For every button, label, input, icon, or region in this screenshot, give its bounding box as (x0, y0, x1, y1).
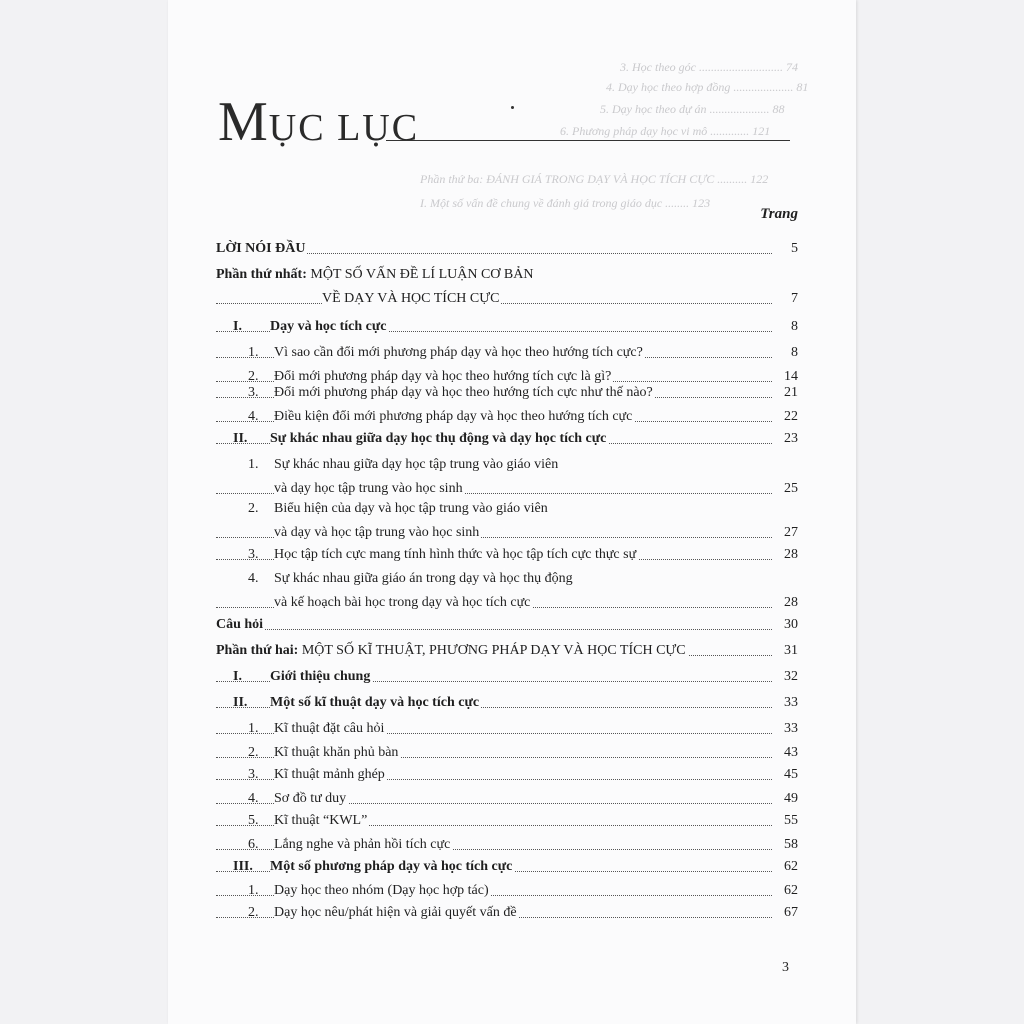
toc-entry-title: Kĩ thuật mảnh ghép (274, 767, 385, 782)
dot-leader (216, 629, 772, 630)
toc-entry-title: Giới thiệu chung (270, 669, 371, 684)
toc-entry-title: LỜI NÓI ĐẦU (216, 241, 306, 256)
toc-entry-number: II. (233, 695, 248, 710)
toc-entry-number: 2. (248, 369, 259, 384)
toc-entry-number: 4. (248, 409, 259, 424)
toc-entry-number: III. (233, 859, 253, 874)
toc-entry-title: Dạy học theo nhóm (Dạy học hợp tác) (274, 883, 489, 898)
toc-entry-title: Đổi mới phương pháp dạy và học theo hướng tích cực là gì? (274, 369, 612, 384)
toc-entry-title: Kĩ thuật đặt câu hỏi (274, 721, 385, 736)
toc-entry-number: 3. (248, 547, 259, 562)
toc-entry-page: 8 (772, 344, 798, 362)
show-through-text: Phần thứ ba: ĐÁNH GIÁ TRONG DẠY VÀ HỌC TÍCH CỰC .......... 122 (420, 172, 769, 186)
toc-entry-title: Sự khác nhau giữa giáo án trong dạy và học thụ động (274, 571, 573, 586)
toc-entry-title: Biểu hiện của dạy và học tập trung vào giáo viên (274, 501, 548, 516)
toc-entry-page: 27 (772, 524, 798, 542)
toc-entry-title: Dạy và học tích cực (270, 319, 387, 334)
show-through-text: I. Một số vấn đề chung về đánh giá trong giáo dục ........ 123 (420, 196, 711, 210)
pages-column-label: Trang (760, 206, 798, 222)
toc-entry-number: 1. (248, 883, 259, 898)
toc-entry-number: 1. (248, 457, 259, 472)
toc-entry-title: Điều kiện đổi mới phương pháp dạy và học theo hướng tích cực (274, 409, 633, 424)
part-label: Phần thứ hai: (216, 643, 299, 658)
toc-entry-title: Vì sao cần đổi mới phương pháp dạy và học theo hướng tích cực? (274, 345, 643, 360)
toc-entry-page: 28 (772, 546, 798, 564)
toc-entry-title-continued: và kế hoạch bài học trong dạy và học tích cực (274, 595, 531, 610)
toc-entry-title: Dạy học nêu/phát hiện và giải quyết vấn đề (274, 905, 517, 920)
toc-entry-title: Đổi mới phương pháp dạy và học theo hướng tích cực như thế nào? (274, 385, 653, 400)
toc-entry-page: 14 (772, 368, 798, 386)
toc-entry-title: Sự khác nhau giữa dạy học thụ động và dạy học tích cực (270, 431, 607, 446)
toc-entry-title: Câu hỏi (216, 617, 264, 632)
toc-entry-title: Kĩ thuật khăn phủ bàn (274, 745, 399, 760)
toc-entry-title: Sự khác nhau giữa dạy học tập trung vào giáo viên (274, 457, 559, 472)
toc-entry-number: 3. (248, 767, 259, 782)
toc-entry-page: 55 (772, 812, 798, 830)
toc-entry-page: 62 (772, 882, 798, 900)
toc-entry-number: 3. (248, 385, 259, 400)
toc-entry-number: 6. (248, 837, 259, 852)
toc-entry-number: 4. (248, 791, 259, 806)
toc-entry-page: 28 (772, 594, 798, 612)
toc-entry-title: Một số kĩ thuật dạy và học tích cực (270, 695, 480, 710)
toc-entry-page: 25 (772, 480, 798, 498)
toc-entry-number: 2. (248, 905, 259, 920)
toc-entry-number: I. (233, 319, 242, 334)
toc-entry-number: II. (233, 431, 248, 446)
toc-entry-title-continued: và dạy và học tập trung vào học sinh (274, 525, 480, 540)
toc-entry-page: 33 (772, 720, 798, 738)
toc-entry-number: 1. (248, 345, 259, 360)
toc-entry-page: 62 (772, 858, 798, 876)
toc-entry-page: 30 (772, 616, 798, 634)
toc-entry-number: 2. (248, 501, 259, 516)
toc-entry-number: I. (233, 669, 242, 684)
toc-entry-page: 58 (772, 836, 798, 854)
part-title: MỘT SỐ KĨ THUẬT, PHƯƠNG PHÁP DẠY VÀ HỌC TÍCH CỰC (298, 643, 686, 658)
toc-entry-page: 45 (772, 766, 798, 784)
toc-entry-title: Sơ đồ tư duy (274, 791, 347, 806)
toc-entry-title: Kĩ thuật “KWL” (274, 813, 368, 828)
toc-entry-page: 5 (772, 240, 798, 258)
toc-entry-title-continued: VỀ DẠY VÀ HỌC TÍCH CỰC (322, 291, 500, 306)
show-through-text: 5. Dạy học theo dự án .................... 88 (600, 102, 785, 116)
toc-entry-page: 8 (772, 318, 798, 336)
part-label: Phần thứ nhất: (216, 267, 307, 282)
toc-entry-title (216, 266, 535, 284)
toc-entry-number: 5. (248, 813, 259, 828)
toc-entry-number: 2. (248, 745, 259, 760)
print-speck (511, 106, 514, 109)
toc-entry-page: 32 (772, 668, 798, 686)
page-number: 3 (782, 960, 789, 975)
toc-entry-title (216, 642, 688, 660)
toc-entry-title: Học tập tích cực mang tính hình thức và học tập tích cực thực sự (274, 547, 637, 562)
toc-entry-number: 4. (248, 571, 259, 586)
toc-entry-page: 67 (772, 904, 798, 922)
toc-entry-page: 23 (772, 430, 798, 448)
toc-entry-page: 49 (772, 790, 798, 808)
show-through-text: 3. Học theo góc ............................ 74 (620, 60, 798, 74)
show-through-text: 6. Phương pháp dạy học vi mô ............. 121 (560, 124, 771, 138)
toc-entry-page: 22 (772, 408, 798, 426)
toc-entry-page: 21 (772, 384, 798, 402)
toc-entry-title: Một số phương pháp dạy và học tích cực (270, 859, 513, 874)
toc-entry-title: Lắng nghe và phản hồi tích cực (274, 837, 451, 852)
toc-entry-page: 43 (772, 744, 798, 762)
part-title: MỘT SỐ VẤN ĐỀ LÍ LUẬN CƠ BẢN (306, 267, 534, 282)
toc-entry-page: 31 (772, 642, 798, 660)
toc-entry-page: 7 (772, 290, 798, 308)
toc-entry-page: 33 (772, 694, 798, 712)
page-title: MỤC LỤC (218, 91, 420, 153)
title-underline (386, 140, 790, 141)
toc-entry-title-continued: và dạy học tập trung vào học sinh (274, 481, 463, 496)
show-through-text: 4. Dạy học theo hợp đồng .................... 81 (606, 80, 809, 94)
toc-entry-number: 1. (248, 721, 259, 736)
